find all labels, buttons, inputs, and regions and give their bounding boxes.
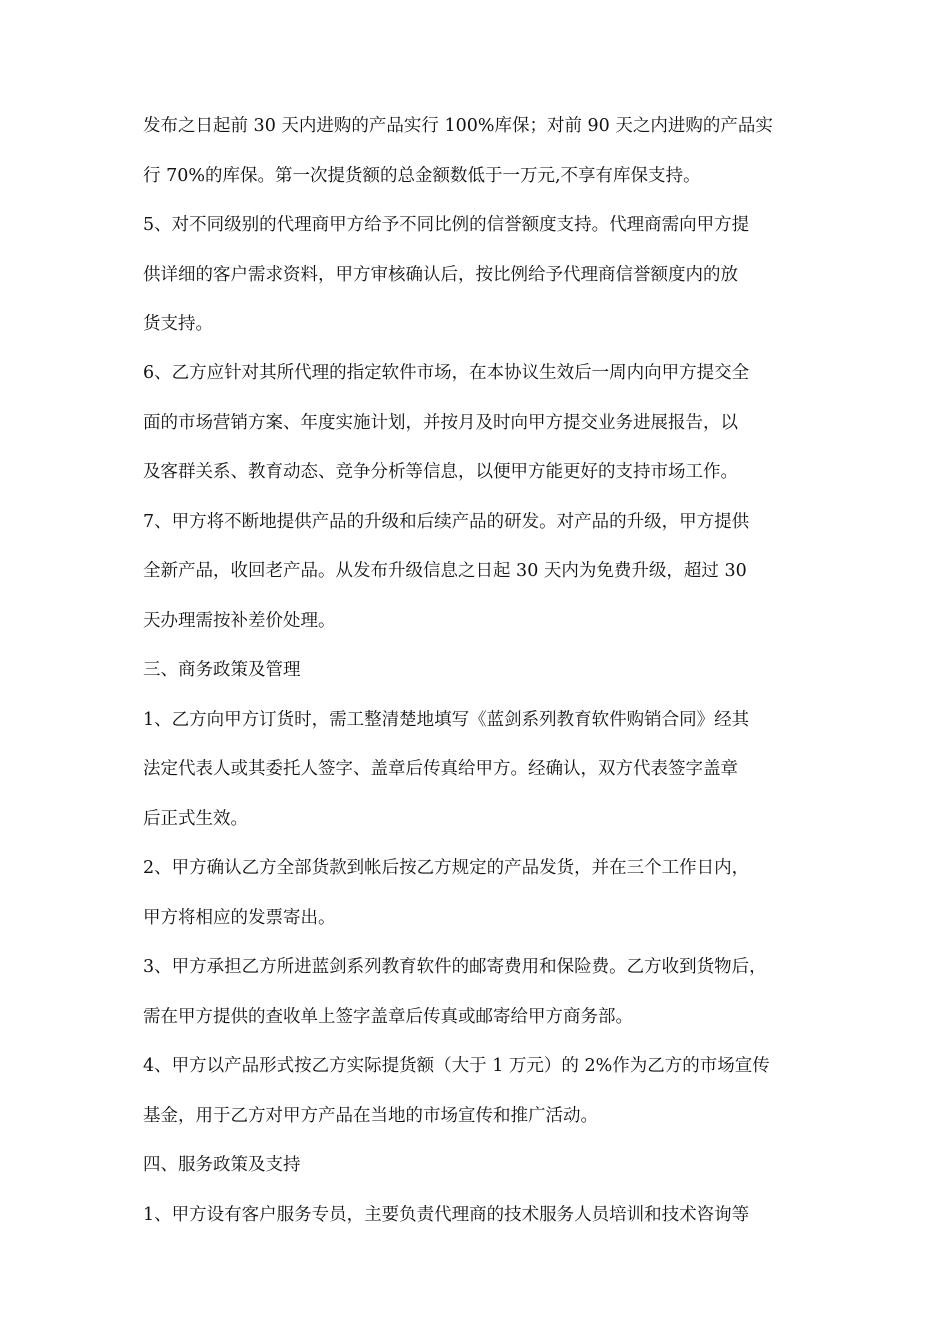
text-line: 货支持。 [143,314,213,334]
text-line: 需在甲方提供的查收单上签字盖章后传真或邮寄给甲方商务部。 [143,1007,633,1027]
text-line: 7、甲方将不断地提供产品的升级和后续产品的研发。对产品的升级，甲方提供 [143,512,750,532]
text-line: 1、甲方设有客户服务专员，主要负责代理商的技术服务人员培训和技术咨询等 [143,1205,750,1225]
text-line: 面的市场营销方案、年度实施计划，并按月及时向甲方提交业务进展报告，以 [143,413,738,433]
text-line: 4、甲方以产品形式按乙方实际提货额（大于 1 万元）的 2%作为乙方的市场宣传 [143,1056,770,1076]
text-line: 法定代表人或其委托人签字、盖章后传真给甲方。经确认，双方代表签字盖章 [143,759,738,779]
text-line: 基金，用于乙方对甲方产品在当地的市场宣传和推广活动。 [143,1106,598,1126]
text-line: 发布之日起前 30 天内进购的产品实行 100%库保；对前 90 天之内进购的产品实 [143,116,773,136]
section-heading: 四、服务政策及支持 [143,1155,301,1175]
section-heading: 三、商务政策及管理 [143,660,301,680]
text-line: 全新产品，收回老产品。从发布升级信息之日起 30 天内为免费升级，超过 30 [143,561,747,581]
text-line: 3、甲方承担乙方所进蓝剑系列教育软件的邮寄费用和保险费。乙方收到货物后， [143,957,767,977]
text-line: 2、甲方确认乙方全部货款到帐后按乙方规定的产品发货，并在三个工作日内， [143,858,750,878]
text-line: 供详细的客户需求资料，甲方审核确认后，按比例给予代理商信誉额度内的放 [143,265,738,285]
text-line: 及客群关系、教育动态、竞争分析等信息，以便甲方能更好的支持市场工作。 [143,462,738,482]
text-line: 甲方将相应的发票寄出。 [143,908,336,928]
text-line: 5、对不同级别的代理商甲方给予不同比例的信誉额度支持。代理商需向甲方提 [143,215,750,235]
text-line: 行 70%的库保。第一次提货额的总金额数低于一万元,不享有库保支持。 [143,166,701,186]
text-line: 1、乙方向甲方订货时，需工整清楚地填写《蓝剑系列教育软件购销合同》经其 [143,710,750,730]
text-line: 6、乙方应针对其所代理的指定软件市场，在本协议生效后一周内向甲方提交全 [143,363,750,383]
text-line: 后正式生效。 [143,809,248,829]
text-line: 天办理需按补差价处理。 [143,611,336,631]
